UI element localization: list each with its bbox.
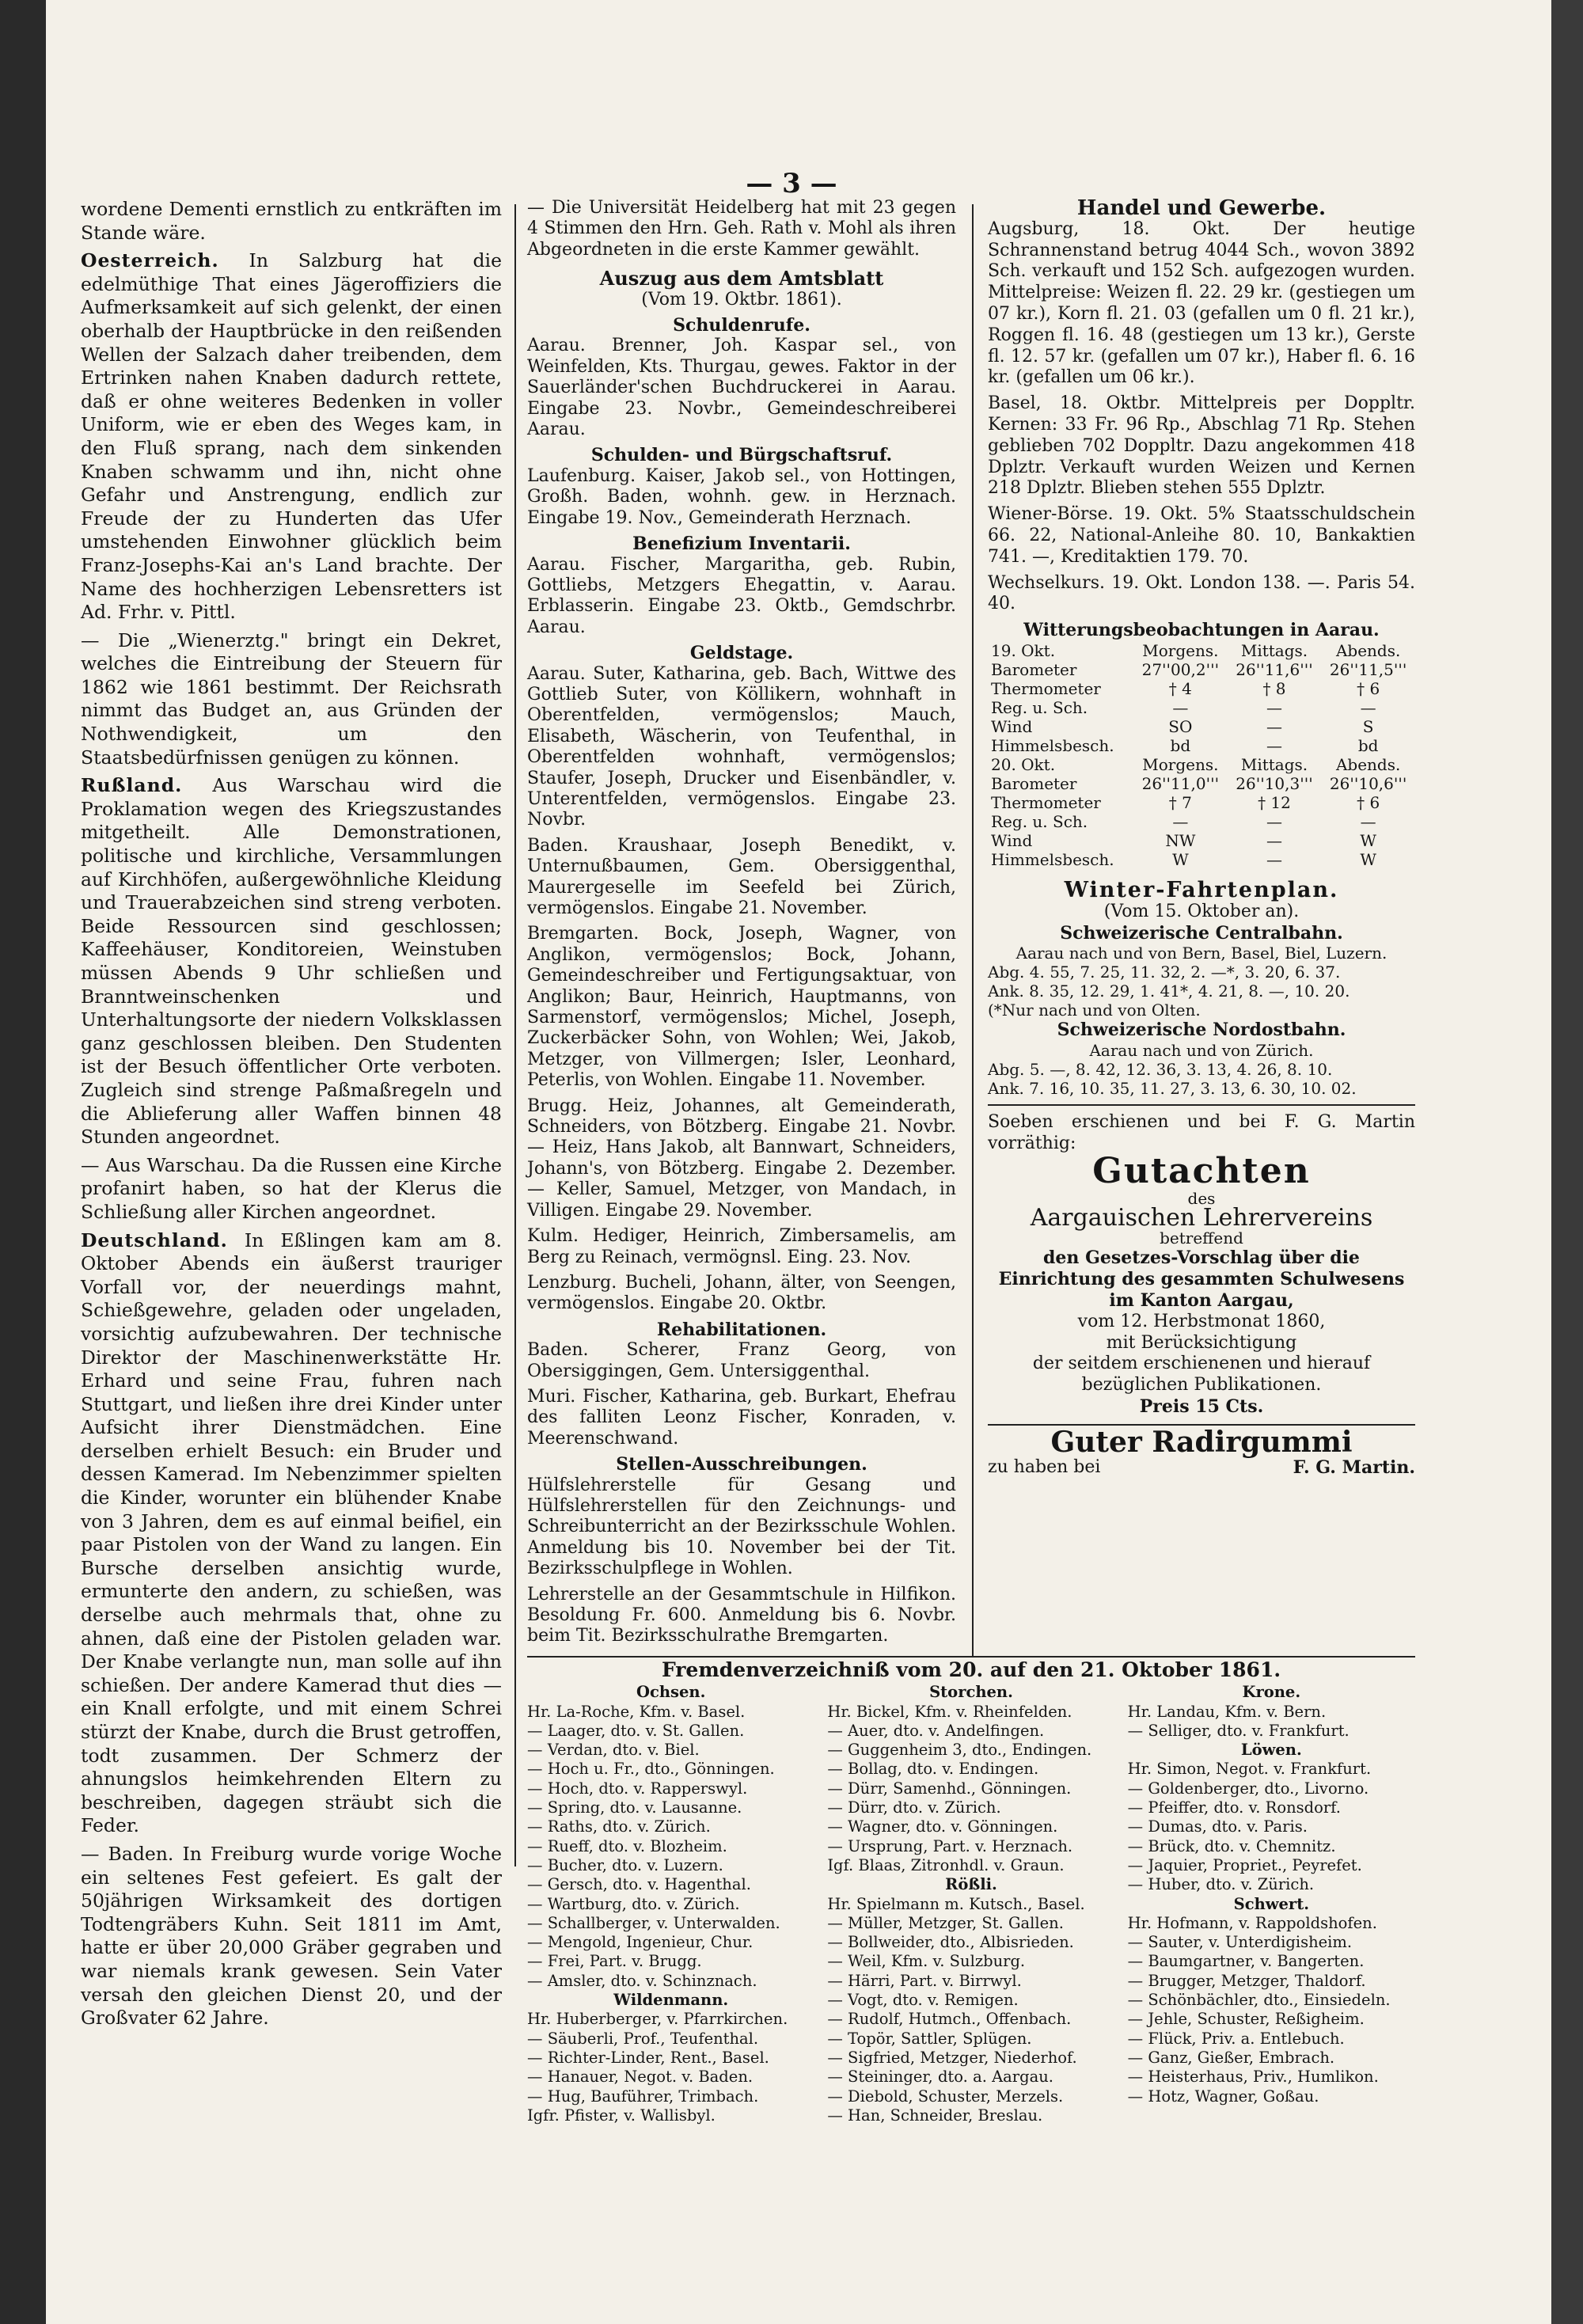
weather-cell: S <box>1362 716 1374 736</box>
weather-cell: † 6 <box>1357 792 1380 812</box>
weather-cell: 26''11,0''' <box>1141 773 1220 793</box>
guest-entry: — Steininger, dto. a. Aargau. <box>827 2068 1053 2087</box>
article-country: Deutschland. <box>81 1228 228 1251</box>
weather-cell: Wind <box>991 716 1033 736</box>
guest-entry: — Bollweider, dto., Albisrieden. <box>827 1933 1074 1952</box>
guest-entry: — Spring, dto. v. Lausanne. <box>527 1798 742 1817</box>
article-text: — Baden. In Freiburg wurde vorige Woche ein seltenes Fest gefeiert. Es galt der 50jährigen Wirksamkeit des dortigen Todtengräbers Kuhn. Seit 1811 im Amt, hatte er über 20,000 Gräber gegraben und war niemals krank gewesen. Sein Vater versah den gleichen Dienst 20, und der Großvater 62 Jahre. <box>81 1842 502 2030</box>
amtsblatt-sections <box>527 315 956 1647</box>
article-paragraph <box>81 1229 502 1838</box>
guest-entry: — Vogt, dto. v. Remigen. <box>827 1991 1019 2010</box>
guest-entry: — Sigfried, Metzger, Niederhof. <box>827 2048 1077 2067</box>
news-column-2 <box>527 198 956 1652</box>
guest-entry: — Selliger, dto. v. Frankfurt. <box>1127 1721 1350 1740</box>
guest-entry: Igfr. Pfister, v. Wallisbyl. <box>527 2106 716 2125</box>
guest-entry: — Säuberli, Prof., Teufenthal. <box>527 2029 759 2048</box>
weather-row <box>988 717 1415 736</box>
guest-entry: — Weil, Kfm. v. Sulzburg. <box>827 1952 1026 1971</box>
weather-cell: — <box>1266 811 1282 831</box>
fremden-column <box>1128 1683 1415 2125</box>
weather-cell: — <box>1266 735 1282 755</box>
weather-cell: — <box>1266 716 1282 736</box>
weather-cell: — <box>1266 849 1282 869</box>
weather-cell: — <box>1172 811 1189 831</box>
train-times: (*Nur nach und von Olten. <box>988 1001 1201 1020</box>
guest-entry: — Topör, Sattler, Splügen. <box>827 2029 1032 2048</box>
guest-entry: — Heisterhaus, Priv., Humlikon. <box>1127 2068 1379 2087</box>
ad-intro: Soeben erschienen und bei F. G. Martin vorräthig: <box>988 1112 1415 1153</box>
market-report: Basel, 18. Oktbr. Mittelpreis per Doppltr. Kernen: 33 Fr. 96 Rp., Abschlag 71 Rp. Stehen geblieben 702 Doppltr. Dazu angekommen 418 Dplztr. Verkauft wurden Weizen und Kernen 218 Dplztr. Blieben stehen 555 Dplztr. <box>988 393 1415 499</box>
ad2-sub: zu haben bei <box>988 1457 1101 1478</box>
article-text: Aus Warschau wird die Proklamation wegen des Kriegszustandes mitgetheilt. Alle Demonstrationen, politische und kirchliche, Versammlungen auf Kirchhöfen, außergewöhnliche Kleidung und Trauerabzeichen sind streng verboten. Beide Ressourcen sind geschlossen; Kaffeehäuser, Konditoreien, Weinstuben müssen Abends 9 Uhr schließen und Branntweinschenken und Unterhaltungsorte der niedern Volksklassen ganz geschlossen bleiben. Den Studenten ist der Besuch öffentlicher Orte verboten. Zugleich sind strenge Paßmaßregeln und die Ablieferung aller Waffen binnen 48 Stunden angeordnet. <box>81 774 502 1149</box>
fremden-column <box>527 1683 814 2125</box>
hotel-name: Storchen. <box>929 1683 1013 1702</box>
scan-left-edge <box>0 0 46 2324</box>
centralbahn-sub: Aarau nach und von Bern, Basel, Biel, Luzern. <box>1015 944 1387 963</box>
weather-cell: Himmelsbesch. <box>991 849 1114 869</box>
guest-entry: — Baumgartner, v. Bangerten. <box>1127 1952 1365 1971</box>
weather-cell: Himmelsbesch. <box>991 735 1114 755</box>
weather-cell: 27''00,2''' <box>1141 659 1220 679</box>
weather-cell: † 12 <box>1258 792 1291 812</box>
ad-title: Gutachten <box>1092 1150 1311 1191</box>
handel-title: Handel und Gewerbe. <box>1076 196 1327 220</box>
weather-cell: Thermometer <box>991 792 1101 812</box>
guest-entry: Igf. Blaas, Zitronhdl. v. Graun. <box>827 1855 1065 1874</box>
weather-row <box>988 850 1415 869</box>
amtsblatt-date: (Vom 19. Oktbr. 1861). <box>641 289 842 309</box>
fremden-column <box>827 1683 1114 2125</box>
article-paragraph <box>81 629 502 770</box>
weather-cell: Morgens. <box>1142 754 1219 774</box>
train-times: Abg. 4. 55, 7. 25, 11. 32, 2. —*, 3. 20, 6. 37. <box>988 963 1341 982</box>
market-report: Wechselkurs. 19. Okt. London 138. —. Paris 54. 40. <box>988 572 1415 614</box>
guest-entry: — Härri, Part. v. Birrwyl. <box>827 1971 1022 1990</box>
guest-entry: Hr. Landau, Kfm. v. Bern. <box>1127 1702 1327 1721</box>
guest-entry: — Diebold, Schuster, Merzels. <box>827 2087 1064 2106</box>
weather-table <box>988 641 1415 869</box>
ad-des: des <box>1187 1188 1216 1208</box>
guest-entry: Hr. Hofmann, v. Rappoldshofen. <box>1127 1913 1377 1932</box>
guest-entry: — Rueff, dto. v. Blozheim. <box>527 1836 727 1855</box>
article-paragraph <box>81 1843 502 2030</box>
train-times: Abg. 5. —, 8. 42, 12. 36, 3. 13, 4. 26, 8. 10. <box>988 1060 1333 1080</box>
weather-cell: 19. Okt. <box>991 640 1056 660</box>
guest-entry: Hr. Simon, Negot. v. Frankfurt. <box>1127 1760 1372 1779</box>
amtsblatt-section-heading: Schuldenrufe. <box>673 315 810 336</box>
guest-entry: — Flück, Priv. a. Entlebuch. <box>1127 2029 1345 2048</box>
guest-entry: — Bucher, dto. v. Luzern. <box>527 1855 723 1874</box>
guest-entry: — Jaquier, Propriet., Peyrefet. <box>1127 1855 1362 1874</box>
guest-entry: — Dürr, Samenhd., Gönningen. <box>827 1779 1072 1798</box>
nordostbahn-times <box>988 1060 1415 1098</box>
ad-divider <box>988 1104 1415 1106</box>
weather-cell: NW <box>1165 830 1196 850</box>
nordostbahn-title: Schweizerische Nordostbahn. <box>1057 1020 1346 1041</box>
guest-entry: Hr. Spielmann m. Kutsch., Basel. <box>827 1894 1085 1913</box>
column-rule-1 <box>514 204 516 1866</box>
amtsblatt-entry: Baden. Kraushaar, Joseph Benedikt, v. Unternußbaumen, Gem. Obersiggenthal, Maurergeselle im Seefeld bei Zürich, vermögenslos. Eingabe 21. November. <box>527 835 956 918</box>
article-text: — Aus Warschau. Da die Russen eine Kirche profanirt haben, so hat der Klerus die Schließung aller Kirchen angeordnet. <box>81 1153 502 1223</box>
weather-cell: 26''11,6''' <box>1236 659 1313 679</box>
weather-row <box>988 831 1415 850</box>
guest-entry: Hr. Bickel, Kfm. v. Rheinfelden. <box>827 1702 1072 1721</box>
weather-cell: Morgens. <box>1142 640 1219 660</box>
guest-entry: — Han, Schneider, Breslau. <box>827 2106 1043 2125</box>
handel-list <box>988 219 1415 615</box>
guest-entry: — Dürr, dto. v. Zürich. <box>827 1798 1001 1817</box>
amtsblatt-entry: Aarau. Brenner, Joh. Kaspar sel., von Weinfelden, Kts. Thurgau, gewes. Faktor in der Sauerländer'schen Buchdruckerei in Aarau. Eingabe 23. Novbr., Gemeindeschreiberei Aarau. <box>527 336 956 440</box>
weather-cell: SO <box>1168 716 1193 736</box>
weather-cell: 20. Okt. <box>991 754 1056 774</box>
amtsblatt-entry: Lenzburg. Bucheli, Johann, älter, von Seengen, vermögenslos. Eingabe 20. Oktbr. <box>527 1272 956 1314</box>
hotel-name: Rößli. <box>945 1875 997 1894</box>
weather-row <box>988 736 1415 755</box>
guest-entry: — Huber, dto. v. Zürich. <box>1127 1875 1315 1894</box>
guest-entry: — Ursprung, Part. v. Herznach. <box>827 1836 1073 1855</box>
article-text: In Salzburg hat die edelmüthige That eines Jägeroffiziers die Aufmerksamkeit auf sich gelenkt, der einen oberhalb der Hauptbrücke in den reißenden Wellen der Salzach daher treibenden, dem Ertrinken nahen Knaben dadurch rettete, daß er ohne weiteres Bedenken in voller Uniform, wie er eben des Weges kam, in den Fluß sprang, nach dem sinkenden Knaben schwamm und ihn, nicht ohne Gefahr und Anstrengung, endlich zur Freude der zu Hunderten das Ufer umstehenden Einwohner glücklich beim Franz-Josephs-Kai an's Land brachte. Der Name des hochherzigen Lebensretters ist Ad. Frhr. v. Pittl. <box>81 249 502 624</box>
amtsblatt-entry: Bremgarten. Bock, Joseph, Wagner, von Anglikon, vermögenslos; Bock, Johann, Gemeindeschreiber und Fertigungsaktuar, von Anglikon; Baur, Heinrich, Hauptmanns, von Sarmenstorf, vermögenslos; Michel, Joseph, Zuckerbäcker Sohn, von Wohlen; Wei, Jakob, Metzger, von Villmergen; Isler, Leonhard, Peterlis, von Wohlen. Eingabe 11. November. <box>527 924 956 1091</box>
fremden-rule <box>527 1656 1415 1658</box>
guest-entry: — Sauter, v. Unterdigisheim. <box>1127 1933 1353 1952</box>
amtsblatt-entry: Aarau. Fischer, Margaritha, geb. Rubin, Gottliebs, Metzgers Ehegattin, v. Aarau. Erblasserin. Eingabe 23. Oktb., Gemdschrbr. Aarau. <box>527 554 956 637</box>
guest-entry: — Brugger, Metzger, Thaldorf. <box>1127 1971 1366 1990</box>
article-paragraph <box>81 774 502 1149</box>
train-times: Ank. 7. 16, 10. 35, 11. 27, 3. 13, 6. 30, 10. 02. <box>988 1079 1357 1099</box>
weather-cell: † 8 <box>1262 678 1286 698</box>
guest-entry: — Müller, Metzger, St. Gallen. <box>827 1913 1064 1932</box>
amtsblatt-entry: Hülfslehrerstelle für Gesang und Hülfslehrerstellen für den Zeichnungs- und Schreibunterricht an der Bezirksschule Wohlen. Anmeldung bis 10. November bei der Tit. Bezirksschulpflege in Wohlen. <box>527 1475 956 1579</box>
weather-cell: W <box>1360 830 1376 850</box>
guest-entry: — Mengold, Ingenieur, Chur. <box>527 1933 754 1952</box>
guest-entry: — Hoch, dto. v. Rapperswyl. <box>527 1779 748 1798</box>
fremden-columns <box>527 1683 1415 2125</box>
weather-cell: bd <box>1170 735 1191 755</box>
amtsblatt-entry: Baden. Scherer, Franz Georg, von Obersiggingen, Gem. Untersiggenthal. <box>527 1340 956 1381</box>
market-report: Augsburg, 18. Okt. Der heutige Schrannenstand betrug 4044 Sch., wovon 3892 Sch. verkauft und 152 Sch. aufgezogen wurden. Mittelpreise: Weizen fl. 22. 29 kr. (gestiegen um 07 kr.), Korn fl. 21. 03 (gefallen um 0 fl. 21 kr.), Roggen fl. 16. 48 (gestiegen um 13 kr.), Gerste fl. 12. 57 kr. (gefallen um 07 kr.), Haber fl. 6. 16 kr. (gefallen um 06 kr.). <box>988 218 1415 388</box>
amtsblatt-entry: Lehrerstelle an der Gesammtschule in Hilfikon. Besoldung Fr. 600. Anmeldung bis 6. Novbr. beim Tit. Bezirksschulrathe Bremgarten. <box>527 1584 956 1646</box>
news-column-1 <box>81 198 502 2035</box>
weather-cell: 26''10,6''' <box>1329 773 1407 793</box>
ad-note-2: der seitdem erschienenen und hierauf bezüglichen Publikationen. <box>1032 1354 1371 1396</box>
article-text: wordene Dementi ernstlich zu entkräften im Stande wäre. <box>81 198 502 244</box>
article-paragraph <box>81 1154 502 1225</box>
fremden-title: Fremdenverzeichniß vom 20. auf den 21. Oktober 1861. <box>661 1658 1281 1681</box>
guest-entry: — Dumas, dto. v. Paris. <box>1127 1817 1308 1836</box>
guest-entry: — Ganz, Gießer, Embrach. <box>1127 2048 1335 2067</box>
weather-row <box>988 774 1415 793</box>
amtsblatt-section-heading: Geldstage. <box>689 643 794 664</box>
ad2-footer <box>988 1457 1415 1479</box>
weather-cell: Reg. u. Sch. <box>991 697 1088 717</box>
weather-cell: † 4 <box>1168 678 1192 698</box>
article-paragraph <box>81 249 502 625</box>
guest-entry: — Goldenberger, dto., Livorno. <box>1127 1779 1369 1798</box>
weather-cell: — <box>1360 811 1376 831</box>
weather-cell: — <box>1266 697 1282 717</box>
amtsblatt-entry: Brugg. Heiz, Johannes, alt Gemeinderath, Schneiders, von Bötzberg. Eingabe 21. Novbr. — Heiz, Hans Jakob, alt Bannwart, Schneiders, Johann's, von Bötzberg. Eingabe 2. Dezember. — Keller, Samuel, Metzger, von Mandach, in Villigen. Eingabe 29. November. <box>527 1096 956 1221</box>
weather-cell: W <box>1360 849 1376 869</box>
weather-cell: Abends. <box>1335 754 1401 774</box>
guest-entry: — Jehle, Schuster, Reßigheim. <box>1127 2010 1365 2029</box>
guest-entry: — Rudolf, Hutmch., Offenbach. <box>827 2010 1072 2029</box>
guest-entry: — Frei, Part. v. Brugg. <box>527 1952 702 1971</box>
train-times: Ank. 8. 35, 12. 29, 1. 41*, 4. 21, 8. —, 10. 20. <box>988 982 1350 1001</box>
column-rule-2 <box>972 204 974 1657</box>
weather-cell: Wind <box>991 830 1033 850</box>
ad-date: vom 12. Herbstmonat 1860, <box>1077 1311 1326 1331</box>
weather-cell: 26''10,3''' <box>1236 773 1313 793</box>
page-number: — 3 — <box>746 168 837 199</box>
weather-row <box>988 793 1415 812</box>
ad-betreffend: betreffend <box>1160 1228 1243 1248</box>
heidelberg-article: — Die Universität Heidelberg hat mit 23 gegen 4 Stimmen den Hrn. Geh. Rath v. Mohl als ihren Abgeordneten in die erste Kammer gewählt. <box>527 198 956 260</box>
amtsblatt-entry: Muri. Fischer, Katharina, geb. Burkart, Ehefrau des falliten Leonz Fischer, Konraden, v. Meerenschwand. <box>527 1386 956 1449</box>
weather-cell: W <box>1172 849 1189 869</box>
centralbahn-times <box>988 963 1415 1020</box>
weather-title: Witterungsbeobachtungen in Aarau. <box>1023 620 1380 641</box>
article-paragraph <box>81 198 502 245</box>
weather-cell: bd <box>1357 735 1379 755</box>
ad2-title: Guter Radirgummi <box>1050 1425 1353 1459</box>
amtsblatt-section-heading: Benefizium Inventarii. <box>632 534 851 555</box>
weather-row <box>988 641 1415 660</box>
weather-cell: † 7 <box>1168 792 1192 812</box>
guest-entry: — Schallberger, v. Unterwalden. <box>527 1913 780 1932</box>
weather-cell: Barometer <box>991 773 1077 793</box>
hotel-name: Ochsen. <box>636 1683 706 1702</box>
fahrplan-date: (Vom 15. Oktober an). <box>1103 901 1300 921</box>
weather-cell: Reg. u. Sch. <box>991 811 1088 831</box>
guest-entry: — Richter-Linder, Rent., Basel. <box>527 2048 769 2067</box>
hotel-name: Schwert. <box>1233 1894 1310 1913</box>
guest-entry: — Hug, Bauführer, Trimbach. <box>527 2087 759 2106</box>
amtsblatt-entry: Laufenburg. Kaiser, Jakob sel., von Hottingen, Großh. Baden, wohnh. gew. in Herznach. Eingabe 19. Nov., Gemeinderath Herznach. <box>527 465 956 528</box>
guest-entry: — Raths, dto. v. Zürich. <box>527 1817 711 1836</box>
centralbahn-title: Schweizerische Centralbahn. <box>1060 922 1343 944</box>
article-text: — Die „Wienerztg." bringt ein Dekret, welches die Eintreibung der Steuern für 1862 wie 1861 bestimmt. Der Reichsrath nimmt das Budget an, aus Gründen der Nothwendigkeit, um den Staatsbedürfnissen genügen zu können. <box>81 628 502 769</box>
market-report: Wiener-Börse. 19. Okt. 5% Staatsschuldschein 66. 22, National-Anleihe 80. 10, Bankaktien 741. —, Kreditaktien 179. 70. <box>988 504 1415 567</box>
amtsblatt-section-heading: Stellen-Ausschreibungen. <box>616 1454 867 1475</box>
weather-cell: — <box>1172 697 1189 717</box>
amtsblatt-entry: Aarau. Suter, Katharina, geb. Bach, Wittwe des Gottlieb Suter, von Köllikern, wohnhaft in Oberentfelden, vermögenslos; Mauch, Elisabeth, Wäscherin, von Teufenthal, in Oberentfelden wohnhaft, vermögenslos; Staufer, Joseph, Drucker und Eisenbändler, v. Unterentfelden, vermögenslos. Eingabe 23. Novbr. <box>527 663 956 830</box>
guest-entry: — Auer, dto. v. Andelfingen. <box>827 1721 1045 1740</box>
guest-entry: — Laager, dto. v. St. Gallen. <box>527 1721 745 1740</box>
fremdenverzeichnis <box>527 1658 1415 2125</box>
guest-entry: — Schönbächler, dto., Einsiedeln. <box>1127 1991 1391 2010</box>
amtsblatt-section-heading: Rehabilitationen. <box>656 1319 827 1340</box>
article-text: In Eßlingen kam am 8. Oktober Abends ein äußerst trauriger Vorfall vor, der neuerdings mahnt, Schießgewehre, geladen oder ungeladen, vorsichtig aufzubewahren. Der technische Direktor der Maschinenwerkstätte Hr. Erhard und seine Frau, fuhren nach Stuttgart, und ließen ihre drei Kinder unter Aufsicht ihrer Dienstmädchen. Eine derselben erhielt Besuch: ein Bruder und dessen Kamerad. Im Nebenzimmer spielten die Kinder, worunter ein blühender Knabe von 3 Jahren, dem es auf einmal beifiel, ein paar Pistolen von der Wand zu langen. Ein Bursche derselben ansichtig wurde, ermunterte den andern, zu schießen, was derselbe auch mehrmals that, ohne zu ahnen, daß eine der Pistolen geladen war. Der Knabe verlangte nun, man solle auf ihn schießen. Der andere Kamerad thut dies — ein Knall erfolgte, und mit einem Schrei stürzt der Knabe, durch die Brust getroffen, todt zusammen. Der Schmerz der ahnungslos heimkehrenden Eltern zu beschreiben, dagegen sträubt sich die Feder. <box>81 1228 502 1837</box>
guest-entry: — Brück, dto. v. Chemnitz. <box>1127 1836 1336 1855</box>
guest-entry: — Guggenheim 3, dto., Endingen. <box>827 1741 1092 1760</box>
article-country: Rußland. <box>81 774 183 797</box>
guest-entry: — Wagner, dto. v. Gönningen. <box>827 1817 1058 1836</box>
weather-cell: — <box>1360 697 1376 717</box>
weather-cell: 26''11,5''' <box>1329 659 1407 679</box>
ad-note: mit Berücksichtigung <box>1106 1332 1297 1353</box>
guest-entry: — Verdan, dto. v. Biel. <box>527 1741 700 1760</box>
article-country: Oesterreich. <box>81 249 219 272</box>
ad-subject: den Gesetzes-Vorschlag über die Einrichtung des gesammten Schulwesens im Kanton Aargau, <box>998 1247 1405 1311</box>
ad2-seller: F. G. Martin. <box>1293 1457 1415 1479</box>
hotel-name: Wildenmann. <box>613 1991 729 2010</box>
weather-cell: † 6 <box>1357 678 1380 698</box>
ad-price: Preis 15 Cts. <box>1139 1396 1264 1417</box>
guest-entry: — Amsler, dto. v. Schinznach. <box>527 1971 757 1990</box>
amtsblatt-entry: Kulm. Hediger, Heinrich, Zimbersamelis, am Berg zu Reinach, vermögnsl. Eing. 23. Nov. <box>527 1226 956 1267</box>
guest-entry: — Hoch u. Fr., dto., Gönningen. <box>527 1760 775 1779</box>
guest-entry: Hr. Huberberger, v. Pfarrkirchen. <box>527 2010 788 2029</box>
amtsblatt-section-heading: Schulden- und Bürgschaftsruf. <box>590 445 893 466</box>
guest-entry: Hr. La-Roche, Kfm. v. Basel. <box>527 1702 746 1721</box>
weather-row <box>988 755 1415 774</box>
weather-cell: Barometer <box>991 659 1077 679</box>
weather-cell: Mittags. <box>1240 640 1308 660</box>
guest-entry: — Hotz, Wagner, Goßau. <box>1127 2087 1319 2106</box>
weather-cell: — <box>1266 830 1282 850</box>
weather-cell: Abends. <box>1335 640 1401 660</box>
weather-row <box>988 679 1415 698</box>
weather-cell: Mittags. <box>1240 754 1308 774</box>
guest-entry: — Hanauer, Negot. v. Baden. <box>527 2068 754 2087</box>
amtsblatt-title: Auszug aus dem Amtsblatt <box>599 267 884 290</box>
scan-right-edge <box>1551 0 1583 2324</box>
weather-row <box>988 698 1415 717</box>
news-column-3 <box>988 198 1415 1479</box>
weather-row <box>988 812 1415 831</box>
ad-org: Aargauischen Lehrervereins <box>1030 1203 1373 1232</box>
hotel-name: Löwen. <box>1240 1741 1302 1760</box>
fahrplan-title: Winter-Fahrtenplan. <box>1064 877 1339 902</box>
guest-entry: — Pfeiffer, dto. v. Ronsdorf. <box>1127 1798 1341 1817</box>
weather-cell: Thermometer <box>991 678 1101 698</box>
guest-entry: — Gersch, dto. v. Hagenthal. <box>527 1875 751 1894</box>
nordostbahn-sub: Aarau nach und von Zürich. <box>1089 1041 1314 1061</box>
hotel-name: Krone. <box>1242 1683 1301 1702</box>
weather-row <box>988 660 1415 679</box>
guest-entry: — Wartburg, dto. v. Zürich. <box>527 1894 740 1913</box>
guest-entry: — Bollag, dto. v. Endingen. <box>827 1760 1039 1779</box>
